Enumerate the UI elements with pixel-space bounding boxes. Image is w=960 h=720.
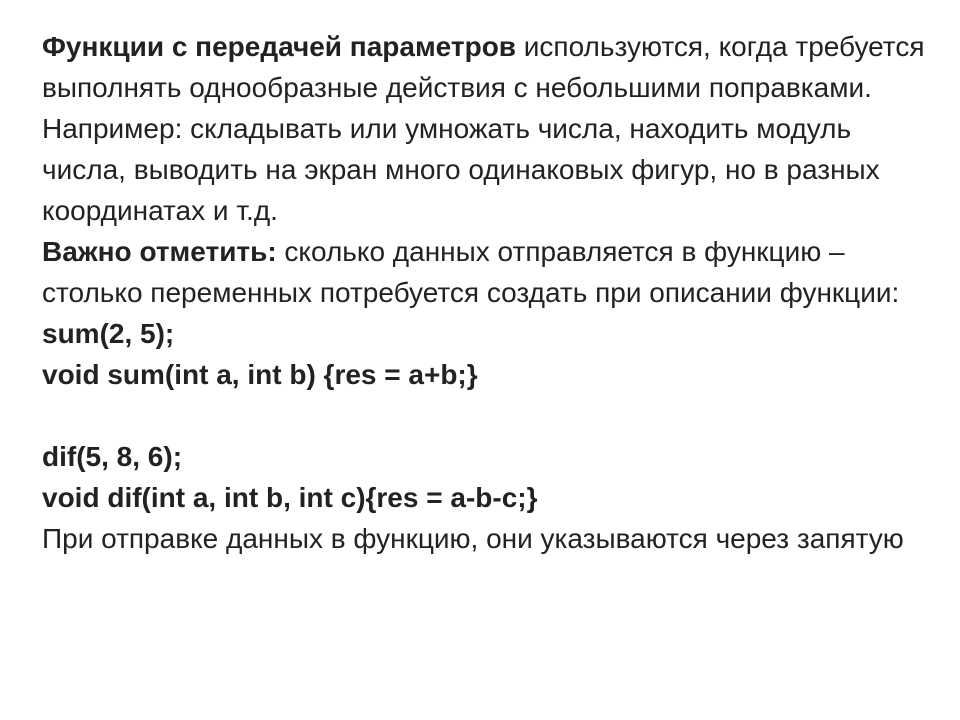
- closing-paragraph: При отправке данных в функцию, они указываются через запятую: [42, 523, 904, 554]
- note-text: сколько данных отправляется в функцию – столько переменных потребуется создать при описании функции:: [42, 236, 900, 308]
- intro-term: Функции с передачей параметров: [42, 31, 517, 62]
- code-line-sum-definition: void sum(int a, int b) {res = a+b;}: [42, 359, 478, 390]
- intro-text: используются, когда требуется выполнять однообразные действия с небольшими поправками. Например: складывать или умножать числа, находить модуль числа, выводить на экран много одинаковых фигур, но в разных координатах и т.д.: [42, 31, 925, 226]
- blank-line: [42, 395, 932, 436]
- intro-paragraph: [42, 26, 932, 231]
- slide-content: [42, 26, 932, 706]
- code-line-sum-call: sum(2, 5);: [42, 318, 175, 349]
- note-paragraph: [42, 231, 932, 313]
- code-line-dif-definition: void dif(int a, int b, int c){res = a-b-c;}: [42, 482, 538, 513]
- code-line-dif-call: dif(5, 8, 6);: [42, 441, 183, 472]
- note-label: Важно отметить:: [42, 236, 277, 267]
